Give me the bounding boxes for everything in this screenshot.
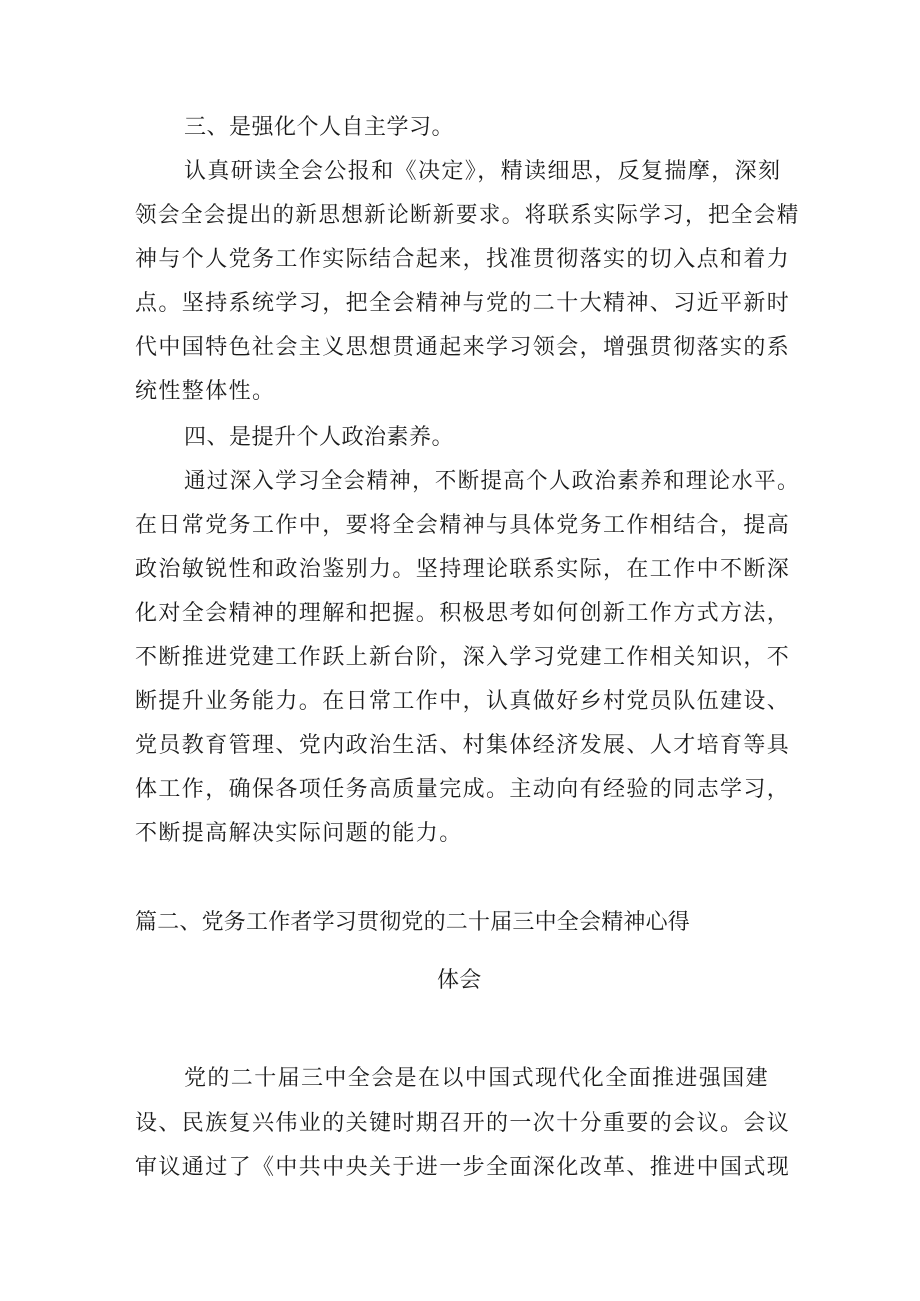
paragraph-line: 点。坚持系统学习，把全会精神与党的二十大精神、习近平新时 [135,291,791,316]
article-title-line-2: 体会 [437,968,482,993]
paragraph-line: 代中国特色社会主义思想贯通起来学习领会，增强贯彻落实的系 [135,335,791,360]
paragraph-line: 不断推进党建工作跃上新台阶，深入学习党建工作相关知识，不 [135,645,791,670]
paragraph-line: 党员教育管理、党内政治生活、村集体经济发展、人才培育等具 [135,733,791,758]
paragraph-line: 政治敏锐性和政治鉴别力。坚持理论联系实际，在工作中不断深 [135,557,791,582]
paragraph-line: 党的二十届三中全会是在以中国式现代化全面推进强国建 [184,1066,770,1091]
paragraph-line: 设、民族复兴伟业的关键时期召开的一次十分重要的会议。会议 [135,1111,791,1136]
paragraph-line: 审议通过了《中共中央关于进一步全面深化改革、推进中国式现 [135,1155,791,1180]
paragraph-line: 统性整体性。 [135,379,276,404]
paragraph-line: 领会全会提出的新思想新论断新要求。将联系实际学习，把全会精 [135,203,800,228]
paragraph-line: 不断提高解决实际问题的能力。 [135,821,463,846]
section-heading-4: 四、是提升个人政治素养。 [184,425,455,450]
section-heading-3: 三、是强化个人自主学习。 [184,115,455,140]
paragraph-line: 神与个人党务工作实际结合起来，找准贯彻落实的切入点和着力 [135,247,791,272]
paragraph-line: 认真研读全会公报和《决定》，精读细思，反复揣摩，深刻 [184,159,782,184]
article-title-line-1: 篇二、党务工作者学习贯彻党的二十届三中全会精神心得 [135,910,691,935]
paragraph-line: 断提升业务能力。在日常工作中，认真做好乡村党员队伍建设、 [135,689,791,714]
paragraph-line: 通过深入学习全会精神，不断提高个人政治素养和理论水平。 [184,469,800,494]
paragraph-line: 在日常党务工作中，要将全会精神与具体党务工作相结合，提高 [135,513,791,538]
paragraph-line: 化对全会精神的理解和把握。积极思考如何创新工作方式方法， [135,601,791,626]
paragraph-line: 体工作，确保各项任务高质量完成。主动向有经验的同志学习， [135,777,791,802]
